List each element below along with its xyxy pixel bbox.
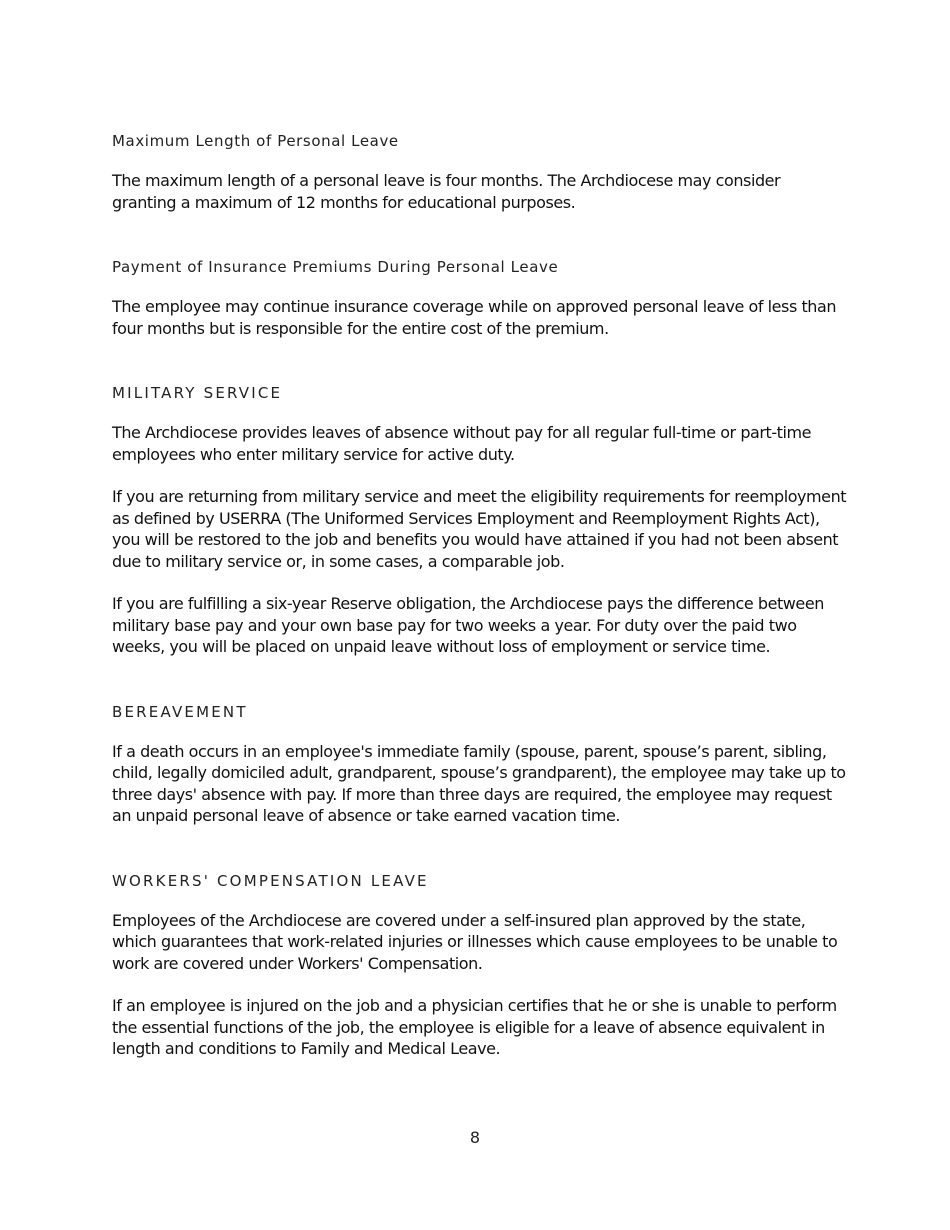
paragraph-bereavement: If a death occurs in an employee's immediate family (spouse, parent, spouse’s parent, sibling, child, legally domiciled adult, grandparent, spouse’s grandparent), the employee may take up to three days' absence with pay. If more than three days are required, the employee may request an unpaid personal leave of absence or take earned vacation time.	[112, 741, 846, 825]
spacer	[112, 339, 847, 382]
paragraph-workers-compensation-1: Employees of the Archdiocese are covered under a self-insured plan approved by the state, which guarantees that work-related injuries or illnesses which cause employees to be unable to work are covered under Workers' Compensation.	[112, 910, 838, 973]
spacer	[112, 465, 847, 486]
section-heading-insurance-premiums: Payment of Insurance Premiums During Personal Leave	[112, 258, 559, 276]
section-heading-workers-compensation: WORKERS' COMPENSATION LEAVE	[112, 871, 429, 890]
spacer	[112, 213, 847, 256]
section-heading-bereavement: BEREAVEMENT	[112, 702, 248, 721]
section-heading-max-length: Maximum Length of Personal Leave	[112, 132, 399, 150]
paragraph-military-service-3: If you are fulfilling a six-year Reserve obligation, the Archdiocese pays the difference between military base pay and your own base pay for two weeks a year. For duty over the paid two weeks, you will be placed on unpaid leave without loss of employment or service time.	[112, 594, 824, 656]
paragraph-workers-compensation-2: If an employee is injured on the job and a physician certifies that he or she is unable to perform the essential functions of the job, the employee is eligible for a leave of absence equivalent in length and conditions to Family and Medical Leave.	[112, 996, 837, 1058]
document-page	[112, 130, 847, 1060]
spacer	[112, 572, 847, 593]
spacer	[112, 658, 847, 701]
paragraph-insurance-premiums: The employee may continue insurance coverage while on approved personal leave of less than four months but is responsible for the entire cost of the premium.	[112, 297, 837, 338]
spacer	[112, 827, 847, 870]
paragraph-max-length: The maximum length of a personal leave is four months. The Archdiocese may consider granting a maximum of 12 months for educational purposes.	[112, 171, 781, 212]
section-heading-military-service: MILITARY SERVICE	[112, 384, 283, 402]
paragraph-military-service-2: If you are returning from military service and meet the eligibility requirements for reemployment as defined by USERRA (The Uniformed Services Employment and Reemployment Rights Act), you will be restored to the job and benefits you would have attained if you had not been absent due to military service or, in some cases, a comparable job.	[112, 487, 847, 571]
page-number: 8	[469, 1128, 481, 1147]
spacer	[112, 974, 847, 995]
paragraph-military-service-1: The Archdiocese provides leaves of absence without pay for all regular full-time or part-time employees who enter military service for active duty.	[112, 423, 812, 464]
